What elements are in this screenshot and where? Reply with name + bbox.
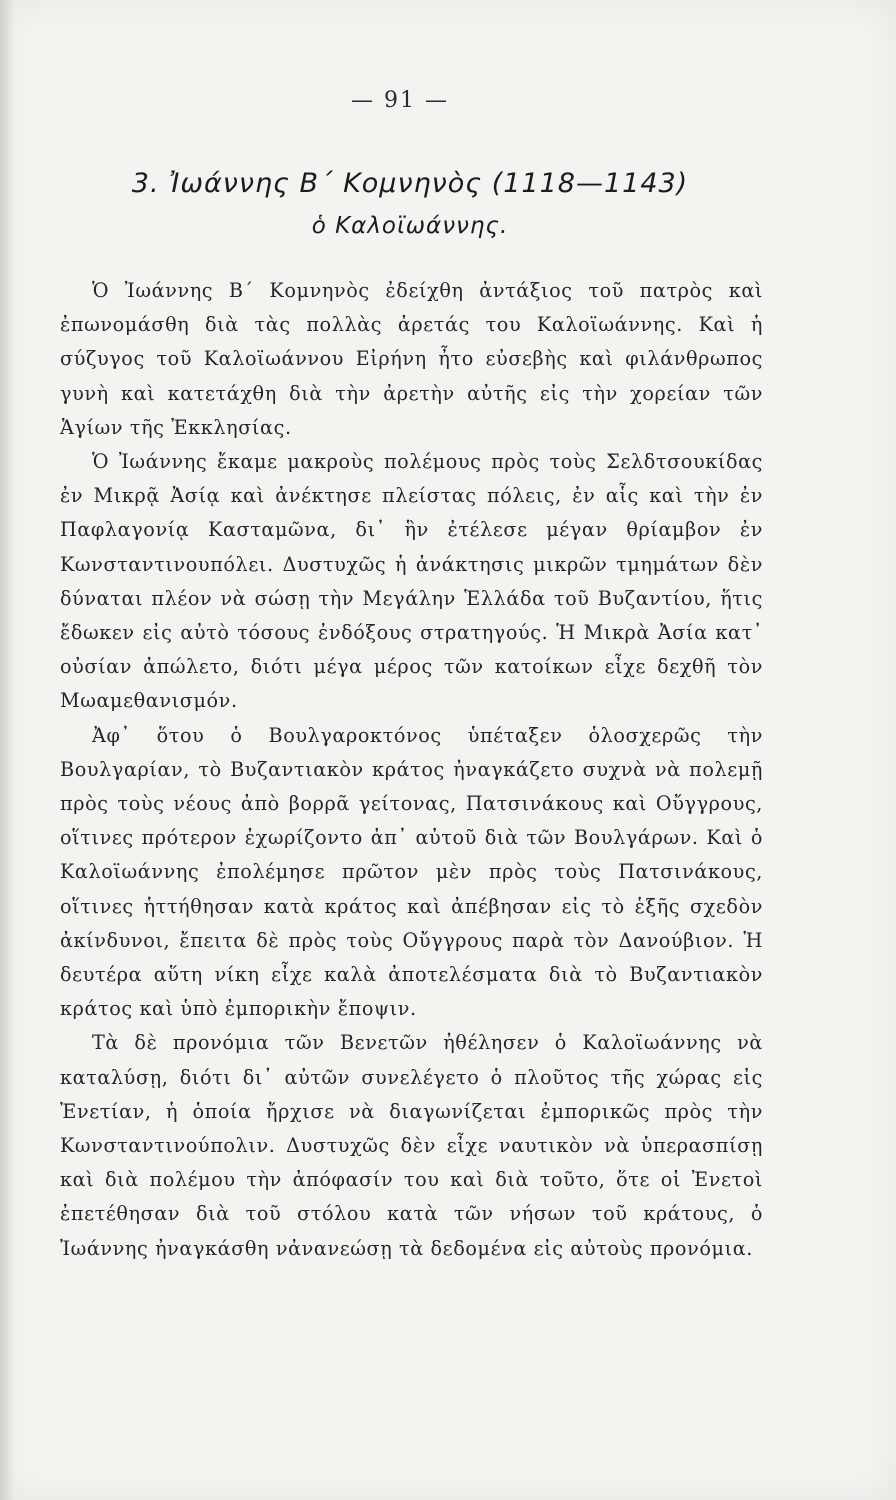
chapter-title: 3. Ἰωάννης Β΄ Κομνηνὸς (1118—1143) [131, 168, 689, 199]
paragraph-1: Ὁ Ἰωάννης Β΄ Κομνηνὸς ἐδείχθη ἀντάξιος τοῦ πατρὸς καὶ ἐπωνομάσθη διὰ τὰς πολλὰς ἀρετάς του Καλοϊωάννης. Καὶ ἡ σύζυγος τοῦ Καλοϊωάννου Εἰρήνη ἦτο εὐσεβὴς καὶ φιλάνθρωπος γυνὴ καὶ κατετάχθη διὰ τὴν ἀρετὴν αὐτῆς εἰς τὴν χορείαν τῶν Ἁγίων τῆς Ἐκκλησίας. [60, 279, 763, 439]
chapter-subtitle: ὁ Καλοϊωάννης. [311, 213, 509, 239]
body-text [60, 274, 763, 1266]
page-edge-shadow [0, 0, 14, 1500]
paragraph-2: Ὁ Ἰωάννης ἔκαμε μακροὺς πολέμους πρὸς τοὺς Σελδτσουκίδας ἐν Μικρᾷ Ἀσίᾳ καὶ ἀνέκτησε πλείστας πόλεις, ἐν αἷς καὶ τὴν ἐν Παφλαγονίᾳ Κασταμῶνα, δι᾽ ἣν ἐτέλεσε μέγαν θρίαμβον ἐν Κωνσταντινουπόλει. Δυστυχῶς ἡ ἀνάκτησις μικρῶν τμημάτων δὲν δύναται πλέον νὰ σώσῃ τὴν Μεγάλην Ἑλλάδα τοῦ Βυζαντίου, ἥτις ἔδωκεν εἰς αὐτὸ τόσους ἐνδόξους στρατηγούς. Ἡ Μικρὰ Ἀσία κατ᾽ οὐσίαν ἀπώλετο, διότι μέγα μέρος τῶν κατοίκων εἶχε δεχθῆ τὸν Μωαμεθανισμόν. [60, 450, 763, 713]
paragraph-3: Ἀφ᾽ ὅτου ὁ Βουλγαροκτόνος ὑπέταξεν ὁλοσχερῶς τὴν Βουλγαρίαν, τὸ Βυζαντιακὸν κράτος ἠναγκάζετο συχνὰ νὰ πολεμῇ πρὸς τοὺς νέους ἀπὸ βορρᾶ γείτονας, Πατσινάκους καὶ Οὔγγρους, οἵτινες πρότερον ἐχωρίζοντο ἀπ᾽ αὐτοῦ διὰ τῶν Βουλγάρων. Καὶ ὁ Καλοϊωάννης ἐπολέμησε πρῶτον μὲν πρὸς τοὺς Πατσινάκους, οἵτινες ἡττήθησαν κατὰ κράτος καὶ ἀπέβησαν εἰς τὸ ἑξῆς σχεδὸν ἀκίνδυνοι, ἔπειτα δὲ πρὸς τοὺς Οὔγγρους παρὰ τὸν Δανούβιον. Ἡ δευτέρα αὕτη νίκη εἶχε καλὰ ἀποτελέσματα διὰ τὸ Βυζαντιακὸν κράτος καὶ ὑπὸ ἐμπορικὴν ἔποψιν. [60, 723, 763, 1021]
paragraph-4: Τὰ δὲ προνόμια τῶν Βενετῶν ἠθέλησεν ὁ Καλοϊωάννης νὰ καταλύσῃ, διότι δι᾽ αὐτῶν συνελέγετο ὁ πλοῦτος τῆς χώρας εἰς Ἐνετίαν, ἡ ὁποία ἤρχισε νὰ διαγωνίζεται ἐμπορικῶς πρὸς τὴν Κωνσταντινούπολιν. Δυστυχῶς δὲν εἶχε ναυτικὸν νὰ ὑπερασπίσῃ καὶ διὰ πολέμου τὴν ἀπόφασίν του καὶ διὰ τοῦτο, ὅτε οἱ Ἐνετοὶ ἐπετέθησαν διὰ τοῦ στόλου κατὰ τῶν νήσων τοῦ κράτους, ὁ Ἰωάννης ἠναγκάσθη νἀνανεώσῃ τὰ δεδομένα εἰς αὐτοὺς προνόμια. [60, 1031, 763, 1260]
page-number: — 91 — [351, 88, 449, 113]
